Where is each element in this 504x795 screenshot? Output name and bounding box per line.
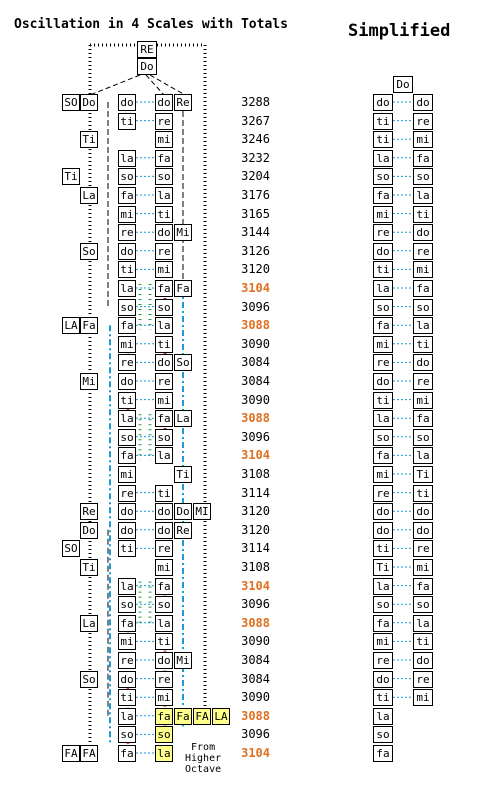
simplified-left-mi: mi (373, 206, 393, 223)
row-total: 3084 (241, 671, 270, 686)
col_c-note-do: do (118, 522, 136, 539)
simplified-right-re: re (413, 540, 433, 557)
col_c-note-do: do (118, 503, 136, 520)
col_d-note-do: do (155, 224, 173, 241)
simplified-title: Simplified (348, 21, 451, 41)
col_c-note-la: la (118, 708, 136, 725)
row-total: 3246 (241, 132, 270, 147)
row-total: 3088 (241, 708, 270, 723)
col_c-note-re: re (118, 652, 136, 669)
simplified-left-do: do (373, 94, 393, 111)
col_c-note-mi: mi (118, 466, 136, 483)
simplified-left-fa: fa (373, 187, 393, 204)
col_g-note-la: LA (212, 708, 230, 725)
simplified-left-ti: ti (373, 540, 393, 557)
col_d-note-re: re (155, 113, 173, 130)
simplified-right-la: la (413, 317, 433, 334)
simplified-right-ti: ti (413, 206, 433, 223)
col_d-note-mi: mi (155, 131, 173, 148)
col_e-note-mi: Mi (174, 224, 192, 241)
col_c-note-ti: ti (118, 540, 136, 557)
simplified-right-fa: fa (413, 578, 433, 595)
row-total: 3108 (241, 560, 270, 574)
simplified-left-re: re (373, 485, 393, 502)
col_d-note-fa: fa (155, 280, 173, 297)
simplified-left-ti: ti (373, 689, 393, 706)
simplified-right-ti: Ti (413, 466, 433, 483)
col_c-note-so: so (118, 726, 136, 743)
row-total: 3096 (241, 727, 270, 742)
col_c-note-mi: mi (118, 336, 136, 353)
simplified-right-ti: ti (413, 336, 433, 353)
simplified-left-fa: fa (373, 317, 393, 334)
fan-left (90, 75, 140, 95)
row-total: 3104 (241, 281, 270, 295)
col_e-note-so: So (174, 354, 192, 371)
col_a-note-so: SO (62, 540, 80, 557)
simplified-left-mi: mi (373, 336, 393, 353)
col_c-note-fa: fa (118, 317, 136, 334)
top-box-do: Do (137, 58, 157, 75)
col_c-note-la: la (118, 150, 136, 167)
row-total: 3084 (241, 355, 270, 370)
col_b-note-ti: Ti (80, 131, 98, 148)
col_b-note-la: La (80, 187, 98, 204)
simplified-left-do: do (373, 671, 393, 688)
col_d-note-do: do (155, 522, 173, 539)
simplified-right-re: re (413, 671, 433, 688)
top-box-re: RE (137, 41, 157, 58)
col_a-note-ti: Ti (62, 168, 80, 185)
col_a-note-fa: FA (62, 745, 80, 762)
simplified-left-so: so (373, 299, 393, 316)
simplified-right-so: so (413, 596, 433, 613)
col_b-note-do: Do (80, 522, 98, 539)
col_d-note-mi: mi (155, 392, 173, 409)
col_f-note-fa: FA (193, 708, 211, 725)
fan-mid (146, 75, 164, 95)
col_c-note-ti: ti (118, 689, 136, 706)
row-total: 3232 (241, 150, 270, 165)
col_c-note-so: so (118, 596, 136, 613)
col_c-note-la: la (118, 410, 136, 427)
simplified-left-re: re (373, 652, 393, 669)
simplified-right-do: do (413, 522, 433, 539)
row-total: 3096 (241, 429, 270, 444)
col_b-note-la: La (80, 615, 98, 632)
row-total: 3120 (241, 522, 270, 537)
col_e-note-ti: Ti (174, 466, 192, 483)
col_d-note-la: la (155, 745, 173, 762)
col_d-note-la: la (155, 615, 173, 632)
simplified-left-so: so (373, 429, 393, 446)
simplified-left-la: la (373, 280, 393, 297)
note-line-2: Higher (185, 753, 222, 764)
simplified-right-do: do (413, 224, 433, 241)
col_c-note-do: do (118, 373, 136, 390)
col_d-note-la: la (155, 187, 173, 204)
simplified-left-so: so (373, 168, 393, 185)
simplified-left-ti: ti (373, 113, 393, 130)
col_c-note-so: so (118, 429, 136, 446)
col_c-note-la: la (118, 280, 136, 297)
simplified-right-re: re (413, 243, 433, 260)
simplified-right-la: la (413, 447, 433, 464)
col_c-note-ti: ti (118, 113, 136, 130)
simplified-right-so: so (413, 168, 433, 185)
row-total: 3104 (241, 746, 270, 760)
row-total: 3204 (241, 169, 270, 184)
row-total: 3088 (241, 615, 270, 630)
simplified-right-do: do (413, 652, 433, 669)
col_a-note-la: LA (62, 317, 80, 334)
simplified-right-fa: fa (413, 410, 433, 427)
col_d-note-so: so (155, 168, 173, 185)
col_c-note-mi: mi (118, 633, 136, 650)
simplified-left-mi: mi (373, 466, 393, 483)
simplified-left-ti: ti (373, 392, 393, 409)
col_d-note-do: do (155, 503, 173, 520)
col_d-note-mi: mi (155, 261, 173, 278)
row-total: 3144 (241, 225, 270, 240)
row-total: 3084 (241, 374, 270, 388)
row-total: 3108 (241, 467, 270, 481)
note-line-3: Octave (185, 764, 222, 775)
col_d-note-fa: fa (155, 578, 173, 595)
simplified-left-so: so (373, 726, 393, 743)
col_e-note-re: Re (174, 94, 192, 111)
col_e-note-do: Do (174, 503, 192, 520)
simplified-right-la: la (413, 187, 433, 204)
col_d-note-mi: mi (155, 559, 173, 576)
row-total: 3084 (241, 653, 270, 667)
row-total: 3126 (241, 243, 270, 258)
col_d-note-fa: fa (155, 150, 173, 167)
simplified-right-fa: fa (413, 150, 433, 167)
simplified-left-re: re (373, 354, 393, 371)
fan-right (150, 75, 185, 95)
col_b-note-ti: Ti (80, 559, 98, 576)
simplified-left-do: do (373, 522, 393, 539)
col_c-note-fa: fa (118, 615, 136, 632)
col_b-note-mi: Mi (80, 373, 98, 390)
simplified-left-la: la (373, 578, 393, 595)
from-higher-octave-note (185, 742, 221, 775)
simplified-left-la: la (373, 150, 393, 167)
row-total: 3104 (241, 578, 270, 593)
row-total: 3088 (241, 318, 270, 333)
simplified-right-mi: mi (413, 261, 433, 278)
col_e-note-fa: Fa (174, 280, 192, 297)
simplified-left-ti: ti (373, 261, 393, 278)
simplified-right-mi: mi (413, 392, 433, 409)
col_d-note-so: so (155, 429, 173, 446)
row-total: 3104 (241, 448, 270, 463)
simplified-right-re: re (413, 113, 433, 130)
row-total: 3267 (241, 113, 270, 128)
simplified-left-re: re (373, 224, 393, 241)
row-total: 3090 (241, 690, 270, 705)
simplified-right-mi: mi (413, 689, 433, 706)
simplified-top-do: Do (393, 76, 413, 93)
col_c-note-ti: ti (118, 392, 136, 409)
col_b-note-re: Re (80, 503, 98, 520)
col_c-note-re: re (118, 485, 136, 502)
col_c-note-fa: fa (118, 447, 136, 464)
col_d-note-re: re (155, 540, 173, 557)
col_b-note-so: So (80, 671, 98, 688)
simplified-left-do: do (373, 373, 393, 390)
simplified-right-re: re (413, 373, 433, 390)
col_d-note-do: do (155, 354, 173, 371)
simplified-left-la: la (373, 410, 393, 427)
simplified-right-do: do (413, 94, 433, 111)
col_b-note-fa: FA (80, 745, 98, 762)
col_b-note-fa: Fa (80, 317, 98, 334)
col_d-note-so: so (155, 726, 173, 743)
col_e-note-fa: Fa (174, 708, 192, 725)
row-total: 3288 (241, 95, 270, 109)
col_c-note-re: re (118, 354, 136, 371)
col_d-note-fa: fa (155, 708, 173, 725)
col_d-note-ti: ti (155, 485, 173, 502)
col_c-note-so: so (118, 168, 136, 185)
col_d-note-mi: mi (155, 689, 173, 706)
col_a-note-so: SO (62, 94, 80, 111)
simplified-left-ti: ti (373, 131, 393, 148)
col_d-note-la: la (155, 447, 173, 464)
simplified-left-do: do (373, 243, 393, 260)
simplified-left-so: so (373, 596, 393, 613)
col_d-note-ti: ti (155, 336, 173, 353)
row-total: 3114 (241, 541, 270, 556)
col_b-note-do: Do (80, 94, 98, 111)
simplified-left-fa: fa (373, 447, 393, 464)
col_e-note-mi: Mi (174, 652, 192, 669)
row-total: 3114 (241, 485, 270, 500)
col_d-note-re: re (155, 671, 173, 688)
simplified-right-so: so (413, 299, 433, 316)
col_d-note-do: do (155, 652, 173, 669)
simplified-right-ti: ti (413, 633, 433, 650)
simplified-left-mi: mi (373, 633, 393, 650)
simplified-right-fa: fa (413, 280, 433, 297)
col_d-note-re: re (155, 373, 173, 390)
col_c-note-so: so (118, 299, 136, 316)
col_c-note-do: do (118, 243, 136, 260)
row-total: 3090 (241, 336, 270, 351)
col_d-note-ti: ti (155, 206, 173, 223)
col_c-note-re: re (118, 224, 136, 241)
simplified-right-do: do (413, 503, 433, 520)
col_d-note-la: la (155, 317, 173, 334)
row-total: 3090 (241, 634, 270, 649)
simplified-left-la: la (373, 708, 393, 725)
col_d-note-so: so (155, 299, 173, 316)
col_f-note-mi: MI (193, 503, 211, 520)
simplified-right-do: do (413, 354, 433, 371)
simplified-left-ti: Ti (373, 559, 393, 576)
col_e-note-re: Re (174, 522, 192, 539)
row-total: 3088 (241, 411, 270, 426)
simplified-right-mi: mi (413, 559, 433, 576)
col_c-note-do: do (118, 671, 136, 688)
col_c-note-ti: ti (118, 261, 136, 278)
col_c-note-mi: mi (118, 206, 136, 223)
col_d-note-re: re (155, 243, 173, 260)
row-total: 3096 (241, 299, 270, 314)
note-line-1: From (191, 742, 216, 753)
simplified-right-so: so (413, 429, 433, 446)
simplified-right-la: la (413, 615, 433, 632)
simplified-left-fa: fa (373, 615, 393, 632)
row-total: 3120 (241, 504, 270, 519)
col_c-note-fa: fa (118, 745, 136, 762)
col_c-note-fa: fa (118, 187, 136, 204)
diagram-title: Oscillation in 4 Scales with Totals (14, 17, 288, 32)
col_e-note-la: La (174, 410, 192, 427)
simplified-left-fa: fa (373, 745, 393, 762)
simplified-right-ti: ti (413, 485, 433, 502)
row-total: 3096 (241, 597, 270, 612)
col_d-note-do: do (155, 94, 173, 111)
col_c-note-la: la (118, 578, 136, 595)
row-total: 3176 (241, 188, 270, 202)
row-total: 3165 (241, 206, 270, 221)
row-total: 3120 (241, 262, 270, 277)
row-total: 3090 (241, 392, 270, 407)
simplified-left-do: do (373, 503, 393, 520)
simplified-right-mi: mi (413, 131, 433, 148)
col_d-note-fa: fa (155, 410, 173, 427)
col_d-note-ti: ti (155, 633, 173, 650)
col_b-note-so: So (80, 243, 98, 260)
col_c-note-do: do (118, 94, 136, 111)
col_d-note-so: so (155, 596, 173, 613)
